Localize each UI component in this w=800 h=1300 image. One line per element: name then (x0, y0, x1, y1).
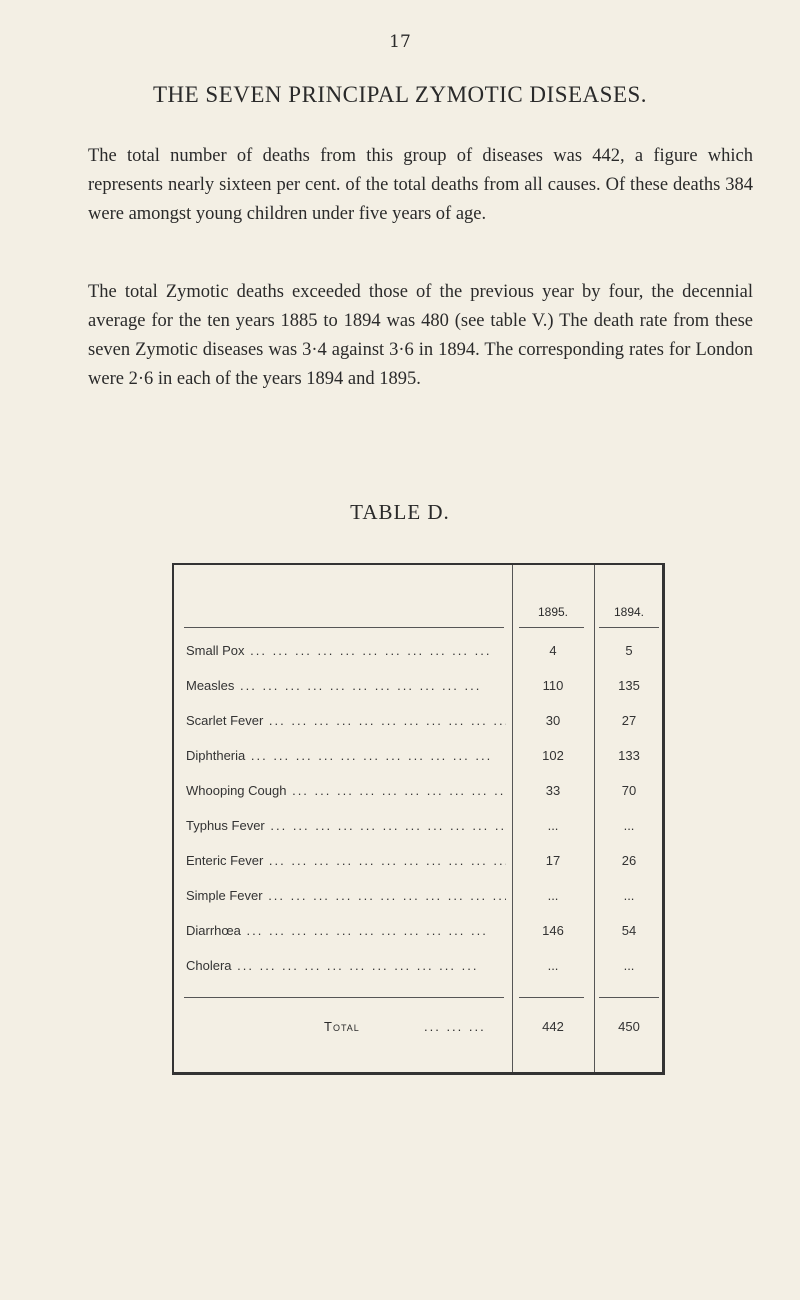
paragraph-1: The total number of deaths from this group of diseases was 442, a figure which represents nearly sixteen per cent. of the total deaths from all causes. Of these deaths 384 were amongst young children under five years of age. (88, 146, 753, 224)
value-1895: 33 (545, 783, 561, 798)
zymotic-table (172, 563, 665, 1075)
row-label: Typhus Fever ... . (186, 818, 506, 833)
header-1895: 1895. (537, 605, 569, 619)
total-rule (599, 997, 659, 998)
total-leader-dots: ... ... ... (424, 1019, 486, 1034)
value-1895: ... (547, 818, 559, 833)
value-1895: ... (547, 888, 559, 903)
row-label: Cholera ... . (186, 958, 506, 973)
row-label: Simple Fever ... . (186, 888, 506, 903)
table-title: TABLE D. (350, 500, 450, 524)
value-1895: 146 (542, 923, 564, 938)
table-row (174, 888, 663, 908)
value-1894: ... (623, 818, 635, 833)
total-rule (519, 997, 584, 998)
paragraph-2: The total Zymotic deaths exceeded those of the previous year by four, the decennial average for the ten years 1885 to 1894 was 480 (see table V.) The death rate from these seven Zymotic diseases was 3·4 against 3·6 in 1894. The corresponding rates for London were 2·6 in each of the years 1894 and 1895. (88, 282, 753, 389)
total-label: Total (324, 1019, 360, 1034)
header-rule (184, 627, 504, 628)
table-row (174, 783, 663, 803)
value-1894: 133 (618, 748, 640, 763)
page-title: THE SEVEN PRINCIPAL ZYMOTIC DISEASES. (152, 82, 648, 107)
value-1895: 4 (549, 643, 557, 658)
row-label: Scarlet Fever ... . (186, 713, 506, 728)
row-label: Diarrhœa ... . (186, 923, 506, 938)
value-1894: 26 (621, 853, 637, 868)
value-1895: 17 (545, 853, 561, 868)
header-1894: 1894. (613, 605, 645, 619)
value-1895: 30 (545, 713, 561, 728)
header-rule (599, 627, 659, 628)
value-1895: 102 (542, 748, 564, 763)
row-label: Measles ... . (186, 678, 506, 693)
value-1894: 5 (625, 643, 633, 658)
header-rule (519, 627, 584, 628)
table-row (174, 643, 663, 663)
table-row (174, 818, 663, 838)
value-1894: ... (623, 888, 635, 903)
value-1895: ... (547, 958, 559, 973)
value-1895: 110 (542, 678, 564, 693)
table-row (174, 713, 663, 733)
table-row (174, 678, 663, 698)
row-label: Enteric Fever ... . (186, 853, 506, 868)
table-row (174, 748, 663, 768)
total-rule (184, 997, 504, 998)
page-number: 17 (389, 32, 411, 52)
table-row (174, 923, 663, 943)
row-label: Whooping Cough ... . (186, 783, 506, 798)
row-label: Diphtheria ... . (186, 748, 506, 763)
table-row (174, 853, 663, 873)
value-1894: 70 (621, 783, 637, 798)
value-1894: 54 (621, 923, 637, 938)
value-1894: ... (623, 958, 635, 973)
total-1895: 442 (542, 1019, 564, 1034)
value-1894: 27 (621, 713, 637, 728)
total-row (174, 1019, 663, 1039)
total-1894: 450 (618, 1019, 640, 1034)
value-1894: 135 (618, 678, 640, 693)
row-label: Small Pox ... . (186, 643, 506, 658)
table-row (174, 958, 663, 978)
